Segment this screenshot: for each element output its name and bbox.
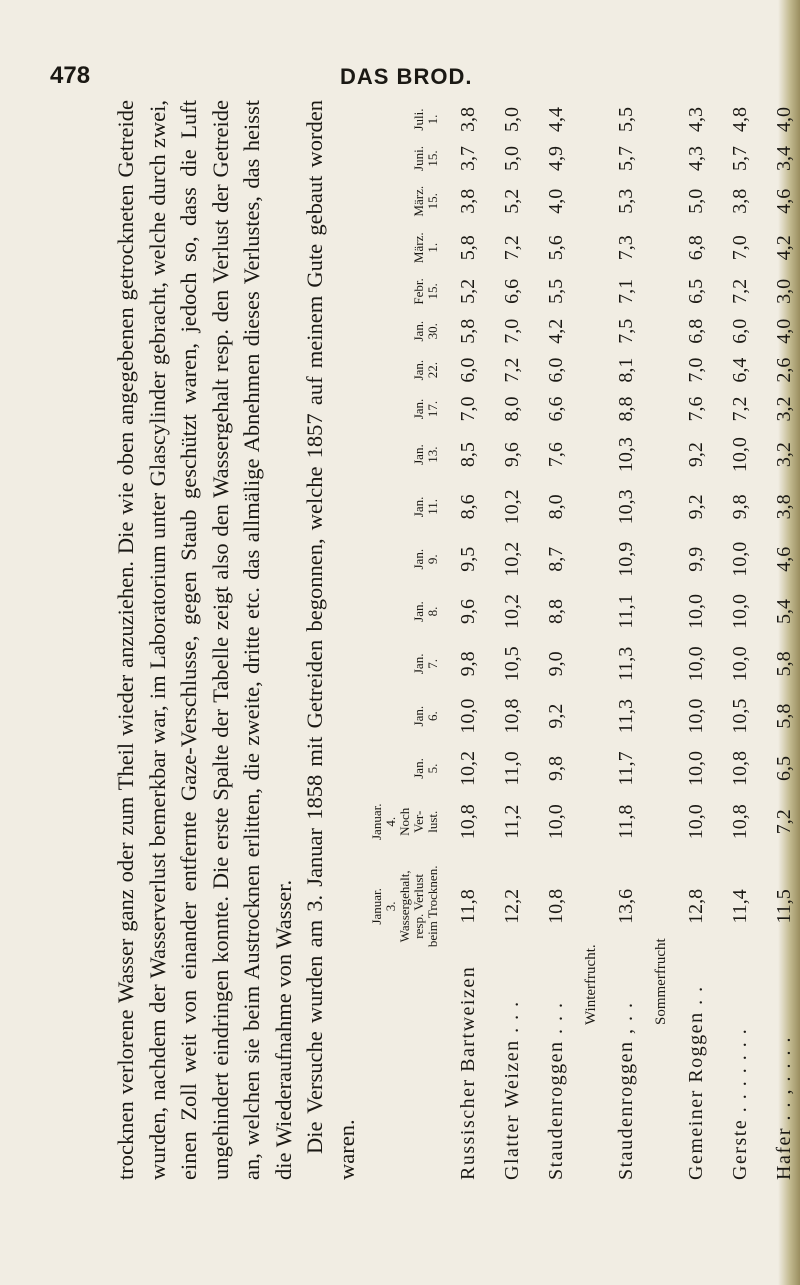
- header-cell: Jan. 30.: [411, 320, 440, 342]
- table-cell: 6,0: [544, 357, 567, 383]
- table-cell: 5,4: [772, 599, 795, 625]
- table-cell: 5,0: [684, 188, 707, 214]
- section-row: [578, 100, 604, 1180]
- table-cell: 10,8: [544, 888, 567, 924]
- table-cell: 10,2: [500, 489, 523, 525]
- table-cell: 3,8: [456, 188, 479, 214]
- table-cell: 4,8: [728, 107, 751, 133]
- header-cell: Febr. 15.: [411, 278, 440, 305]
- table-cell: 10,8: [500, 698, 523, 734]
- table-cell: 7,0: [684, 357, 707, 383]
- table-cell: 10,0: [544, 804, 567, 840]
- table-cell: 9,2: [684, 494, 707, 520]
- table-cell: 10,2: [456, 750, 479, 786]
- table-cell: 9,8: [544, 755, 567, 781]
- paragraph: trocknen verlorene Wasser ganz oder zum Theil wieder anzuziehen. Die wie oben angegebenen getrockneten Getreide wurden, nachdem der Wasserverlust bemerkbar war, im Laboratorium unter Glascylinder gebracht, welche durch zwei, einen Zoll weit von einander entfernte Gaze-Verschlusse, gegen Staub geschützt waren, jedoch so, dass die Luft ungehindert eindringen konnte. Die erste Spalte der Tabelle zeigt also den Wassergehalt resp. den Verlust der Getreide an, welchen sie beim Austrocknen erlitten, die zweite, dritte etc. das allmälige Abnehmen dieses Verlustes, das heisst die Wiederaufnahme von Wasser.: [113, 100, 296, 1180]
- table-cell: 11,8: [456, 889, 479, 924]
- table-row: [674, 100, 718, 1180]
- table-cell: 5,2: [500, 188, 523, 214]
- table-cell: 5,2: [456, 278, 479, 304]
- table-cell: 10,3: [614, 437, 637, 473]
- table-cell: 5,8: [456, 318, 479, 344]
- table-cell: 9,5: [456, 546, 479, 572]
- table-cell: 5,3: [614, 188, 637, 214]
- row-label: Staudenroggen . . .: [544, 1001, 567, 1180]
- table-cell: 4,9: [544, 146, 567, 172]
- table-cell: 10,0: [728, 437, 751, 473]
- table-cell: 4,0: [544, 188, 567, 214]
- table-cell: 7,2: [500, 357, 523, 383]
- table-cell: 6,4: [728, 357, 751, 383]
- table-cell: 5,5: [544, 278, 567, 304]
- table-cell: 10,0: [684, 594, 707, 630]
- table-cell: 3,0: [772, 278, 795, 304]
- row-label: Hafer . . , . . . .: [772, 1035, 795, 1180]
- table-cell: 3,2: [772, 396, 795, 422]
- header-cell: Jan. 9.: [411, 548, 440, 570]
- table-cell: 7,5: [614, 318, 637, 344]
- table-cell: 8,7: [544, 546, 567, 572]
- table-cell: 5,6: [544, 235, 567, 261]
- table-cell: 7,2: [772, 809, 795, 835]
- header-cell: Jan. 8.: [411, 601, 440, 622]
- table-cell: 8,6: [456, 494, 479, 520]
- table-cell: 13,6: [614, 888, 637, 924]
- table-cell: 3,8: [728, 188, 751, 214]
- header-cell: Juli. 1.: [411, 108, 440, 131]
- table-cell: 7,3: [614, 235, 637, 261]
- header-cell: Jan. 6.: [411, 705, 440, 727]
- table-cell: 5,8: [456, 235, 479, 261]
- table-cell: 9,9: [684, 546, 707, 572]
- header-cell: März. 15.: [411, 185, 440, 217]
- table-cell: 11,4: [728, 889, 751, 924]
- row-label: Glatter Weizen . . .: [500, 1000, 523, 1180]
- table-cell: 8,8: [614, 396, 637, 422]
- table-cell: 10,9: [614, 541, 637, 577]
- table-cell: 10,8: [456, 804, 479, 840]
- table-cell: 10,8: [728, 750, 751, 786]
- header-cell: [370, 964, 446, 1180]
- table-cell: 7,6: [684, 396, 707, 422]
- rotated-page-content: [110, 100, 795, 1180]
- table-cell: 7,0: [728, 235, 751, 261]
- table-cell: 5,5: [614, 107, 637, 133]
- table-row: [718, 100, 762, 1180]
- table-header-row: [370, 100, 446, 1180]
- running-head: DAS BROD.: [340, 64, 473, 89]
- table-cell: 11,1: [614, 594, 637, 629]
- row-label: Staudenroggen , . .: [614, 1001, 637, 1180]
- table-row: [762, 100, 800, 1180]
- table-cell: 3,2: [772, 442, 795, 468]
- table-cell: 5,7: [614, 146, 637, 172]
- water-loss-table: [370, 100, 800, 1180]
- table-cell: 4,3: [684, 107, 707, 133]
- row-label: Gerste . . . . . . .: [728, 1027, 751, 1180]
- table-cell: 7,0: [500, 318, 523, 344]
- table-cell: 10,0: [728, 541, 751, 577]
- table-cell: 2,6: [772, 357, 795, 383]
- section-title: Sommerfrucht: [652, 938, 669, 1025]
- table-cell: 6,8: [684, 318, 707, 344]
- table-cell: 10,2: [500, 594, 523, 630]
- header-cell: Jan. 11.: [411, 496, 440, 518]
- table-cell: 5,7: [728, 146, 751, 172]
- header-cell: März. 1.: [411, 232, 440, 264]
- table-cell: 3,7: [456, 146, 479, 172]
- table-cell: 8,5: [456, 442, 479, 468]
- table-cell: 8,8: [544, 599, 567, 625]
- table-cell: 5,8: [772, 651, 795, 677]
- table-cell: 4,6: [772, 546, 795, 572]
- table-cell: 7,2: [728, 396, 751, 422]
- table-cell: 10,0: [684, 750, 707, 786]
- table-cell: 5,0: [500, 107, 523, 133]
- header-cell: Jan. 5.: [411, 758, 440, 779]
- table-cell: 3,8: [772, 494, 795, 520]
- table-cell: 8,0: [544, 494, 567, 520]
- table-cell: 4,0: [772, 107, 795, 133]
- header-cell: Jan. 17.: [411, 398, 440, 420]
- table-cell: 11,8: [614, 804, 637, 839]
- table-cell: 10,0: [728, 646, 751, 682]
- table-cell: 10,0: [684, 804, 707, 840]
- table-cell: 9,8: [456, 651, 479, 677]
- table-cell: 5,0: [500, 146, 523, 172]
- table-cell: 6,6: [500, 278, 523, 304]
- table-cell: 11,3: [614, 699, 637, 734]
- table-cell: 10,0: [728, 594, 751, 630]
- page-number: 478: [50, 62, 91, 89]
- table-row: [534, 100, 578, 1180]
- table-cell: 9,0: [544, 651, 567, 677]
- section-row: [648, 100, 674, 1180]
- table-cell: 10,5: [500, 646, 523, 682]
- table-cell: 3,8: [456, 107, 479, 133]
- table-cell: 11,3: [614, 646, 637, 681]
- table-cell: 4,2: [544, 318, 567, 344]
- intro-text: [110, 100, 362, 1180]
- table-cell: 6,8: [684, 235, 707, 261]
- table-cell: 6,0: [456, 357, 479, 383]
- table-body: [446, 100, 800, 1180]
- section-title: Winterfrucht.: [582, 944, 599, 1025]
- table-cell: 5,8: [772, 703, 795, 729]
- table-cell: 11,7: [614, 751, 637, 786]
- table-cell: 11,5: [772, 889, 795, 924]
- table-cell: 4,0: [772, 318, 795, 344]
- row-label: Gemeiner Roggen . .: [684, 985, 707, 1180]
- table-cell: 7,2: [500, 235, 523, 261]
- table-cell: 6,5: [684, 278, 707, 304]
- header-cell: Jan. 13.: [411, 444, 440, 465]
- paragraph: Die Versuche wurden am 3. Januar 1858 mit Getreiden begonnen, welche 1857 auf meinem Gute gebaut worden waren.: [302, 100, 359, 1180]
- table-cell: 4,6: [772, 188, 795, 214]
- table-cell: 9,6: [456, 599, 479, 625]
- table-cell: 10,3: [614, 489, 637, 525]
- header-cell: Jan. 22.: [411, 359, 440, 381]
- table-row: [604, 100, 648, 1180]
- table-cell: 12,2: [500, 888, 523, 924]
- table-cell: 11,2: [500, 804, 523, 839]
- table-cell: 9,6: [500, 442, 523, 468]
- table-cell: 6,0: [728, 318, 751, 344]
- table-row: [446, 100, 490, 1180]
- table-cell: 4,3: [684, 146, 707, 172]
- table-cell: 7,1: [614, 278, 637, 304]
- table-cell: 10,0: [684, 646, 707, 682]
- table-cell: 10,0: [456, 698, 479, 734]
- header-cell: Januar. 4. Noch Ver- lust.: [369, 803, 440, 840]
- table-cell: 9,2: [544, 703, 567, 729]
- table-cell: 7,2: [728, 278, 751, 304]
- table-cell: 4,2: [772, 235, 795, 261]
- table-cell: 7,6: [544, 442, 567, 468]
- table-cell: 10,5: [728, 698, 751, 734]
- table-cell: 9,2: [684, 442, 707, 468]
- header-cell: Jan. 7.: [411, 653, 440, 675]
- row-label: Russischer Bartweizen: [456, 965, 479, 1180]
- table-row: [490, 100, 534, 1180]
- table-cell: 7,0: [456, 396, 479, 422]
- header-cell: Juni. 15.: [411, 146, 440, 171]
- table-cell: 9,8: [728, 494, 751, 520]
- table-cell: 3,4: [772, 146, 795, 172]
- header-cell: Januar. 3. Wassergehalt, resp. Verlust beim Trocknen.: [369, 865, 440, 948]
- table-cell: 10,2: [500, 541, 523, 577]
- table-cell: 8,1: [614, 357, 637, 383]
- table-cell: 8,0: [500, 396, 523, 422]
- table-cell: 6,6: [544, 396, 567, 422]
- table-cell: 10,8: [728, 804, 751, 840]
- table-cell: 6,5: [772, 755, 795, 781]
- table-cell: 11,0: [500, 751, 523, 786]
- table-cell: 4,4: [544, 107, 567, 133]
- table-cell: 10,0: [684, 698, 707, 734]
- table-cell: 12,8: [684, 888, 707, 924]
